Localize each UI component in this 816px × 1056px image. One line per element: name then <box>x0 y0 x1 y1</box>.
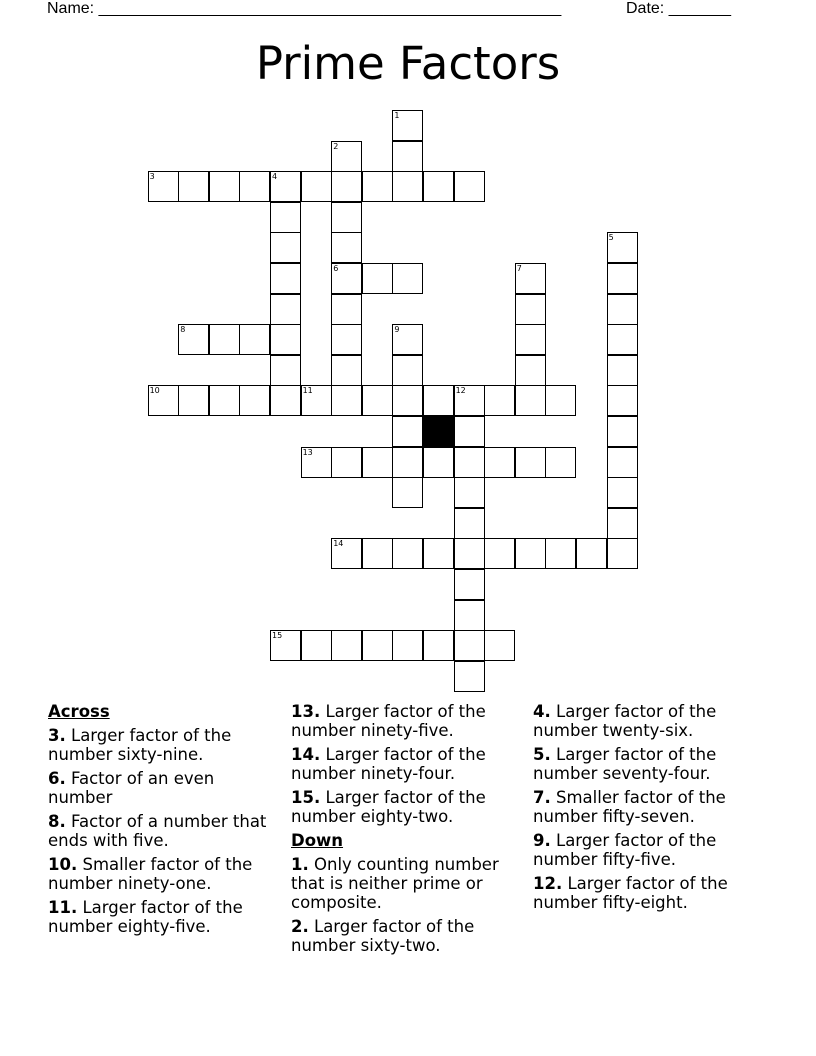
blocked-cell <box>423 416 454 447</box>
crossword-cell[interactable] <box>454 416 485 447</box>
clues-column-3 <box>533 702 768 917</box>
clue-number-label: 4 <box>272 172 278 182</box>
crossword-cell[interactable] <box>392 477 423 508</box>
clue-text: Smaller factor of the number fifty-seven. <box>533 788 726 826</box>
crossword-cell[interactable] <box>607 416 638 447</box>
crossword-cell[interactable] <box>209 385 240 416</box>
crossword-cell[interactable] <box>331 538 362 569</box>
crossword-cell[interactable] <box>331 630 362 661</box>
crossword-cell[interactable] <box>392 324 423 355</box>
crossword-cell[interactable] <box>454 171 485 202</box>
crossword-cell[interactable] <box>454 385 485 416</box>
crossword-cell[interactable] <box>209 324 240 355</box>
name-field-label: Name: ____________________________________________________ <box>47 0 562 17</box>
crossword-cell[interactable] <box>607 294 638 325</box>
clue-text: Larger factor of the number twenty-six. <box>533 702 717 740</box>
crossword-cell[interactable] <box>301 630 332 661</box>
crossword-cell[interactable] <box>515 447 546 478</box>
clue-item <box>48 855 283 893</box>
clues-column-2 <box>291 702 526 960</box>
clue-number-label: 5 <box>608 233 614 243</box>
crossword-cell[interactable] <box>270 294 301 325</box>
crossword-cell[interactable] <box>423 171 454 202</box>
clue-item <box>48 769 283 807</box>
crossword-cell[interactable] <box>392 141 423 172</box>
clue-number-label: 15 <box>272 631 283 641</box>
crossword-cell[interactable] <box>515 294 546 325</box>
down-clue-list <box>291 855 526 955</box>
clue-number: 10. <box>48 855 78 874</box>
clue-item <box>533 788 768 826</box>
clue-number: 9. <box>533 831 551 850</box>
crossword-cell[interactable] <box>331 202 362 233</box>
clue-text: Larger factor of the number fifty-eight. <box>533 874 728 912</box>
clue-item <box>291 855 526 912</box>
clue-item <box>48 812 283 850</box>
crossword-cell[interactable] <box>454 600 485 631</box>
crossword-cell[interactable] <box>392 355 423 386</box>
clue-text: Only counting number that is neither prime or composite. <box>291 855 499 912</box>
crossword-cell[interactable] <box>454 538 485 569</box>
clue-number: 3. <box>48 726 66 745</box>
crossword-cell[interactable] <box>362 171 393 202</box>
crossword-cell[interactable] <box>576 538 607 569</box>
crossword-cell[interactable] <box>545 447 576 478</box>
clue-item <box>291 702 526 740</box>
crossword-cell[interactable] <box>607 477 638 508</box>
clue-text: Larger factor of the number sixty-nine. <box>48 726 232 764</box>
clue-text: Larger factor of the number seventy-four. <box>533 745 717 783</box>
crossword-cell[interactable] <box>270 202 301 233</box>
crossword-cell[interactable] <box>607 385 638 416</box>
clue-text: Larger factor of the number fifty-five. <box>533 831 717 869</box>
crossword-cell[interactable] <box>392 630 423 661</box>
clue-number: 12. <box>533 874 563 893</box>
crossword-cell[interactable] <box>515 355 546 386</box>
clue-number: 4. <box>533 702 551 721</box>
across-heading: Across <box>48 702 110 721</box>
crossword-cell[interactable] <box>331 232 362 263</box>
crossword-cell[interactable] <box>331 355 362 386</box>
clue-item <box>291 788 526 826</box>
clue-number: 2. <box>291 917 309 936</box>
crossword-cell[interactable] <box>270 630 301 661</box>
clue-number-label: 1 <box>394 111 400 120</box>
clue-text: Factor of an even number <box>48 769 215 807</box>
crossword-cell[interactable] <box>301 385 332 416</box>
crossword-cell[interactable] <box>545 385 576 416</box>
crossword-cell[interactable] <box>239 324 270 355</box>
crossword-cell[interactable] <box>515 324 546 355</box>
clue-number: 11. <box>48 898 78 917</box>
crossword-cell[interactable] <box>270 263 301 294</box>
clue-number-label: 12 <box>455 386 466 396</box>
clue-item <box>533 831 768 869</box>
clue-item <box>533 745 768 783</box>
crossword-cell[interactable] <box>454 508 485 539</box>
clue-text: Larger factor of the number ninety-five. <box>291 702 486 740</box>
clue-item <box>291 917 526 955</box>
clue-text: Larger factor of the number eighty-five. <box>48 898 243 936</box>
crossword-cell[interactable] <box>362 630 393 661</box>
clue-number: 15. <box>291 788 321 807</box>
clue-number-label: 6 <box>333 264 339 273</box>
clue-number: 1. <box>291 855 309 874</box>
crossword-cell[interactable] <box>484 630 515 661</box>
crossword-cell[interactable] <box>362 538 393 569</box>
crossword-cell[interactable] <box>607 263 638 294</box>
clue-number: 7. <box>533 788 551 807</box>
clue-number: 5. <box>533 745 551 764</box>
crossword-cell[interactable] <box>607 538 638 569</box>
crossword-cell[interactable] <box>362 385 393 416</box>
crossword-cell[interactable] <box>484 447 515 478</box>
clue-number-label: 10 <box>149 386 160 396</box>
crossword-cell[interactable] <box>392 416 423 447</box>
crossword-cell[interactable] <box>331 447 362 478</box>
crossword-cell[interactable] <box>423 447 454 478</box>
crossword-cell[interactable] <box>607 508 638 539</box>
crossword-cell[interactable] <box>331 141 362 172</box>
clue-number-label: 3 <box>149 172 155 182</box>
clue-number-label: 9 <box>394 325 400 335</box>
clue-text: Larger factor of the number eighty-two. <box>291 788 486 826</box>
crossword-cell[interactable] <box>423 385 454 416</box>
crossword-cell[interactable] <box>392 447 423 478</box>
crossword-cell[interactable] <box>515 538 546 569</box>
down-clue-list-continued <box>533 702 768 912</box>
crossword-cell[interactable] <box>392 538 423 569</box>
clue-item <box>48 726 283 764</box>
crossword-cell[interactable] <box>362 447 393 478</box>
crossword-cell[interactable] <box>545 538 576 569</box>
crossword-cell[interactable] <box>239 385 270 416</box>
clue-number: 8. <box>48 812 66 831</box>
crossword-cell[interactable] <box>454 447 485 478</box>
crossword-cell[interactable] <box>270 324 301 355</box>
clue-text: Larger factor of the number ninety-four. <box>291 745 486 783</box>
across-clue-list <box>48 726 283 936</box>
crossword-cell[interactable] <box>392 385 423 416</box>
clue-number-label: 2 <box>333 141 339 151</box>
crossword-cell[interactable] <box>331 294 362 325</box>
crossword-cell[interactable] <box>484 385 515 416</box>
crossword-cell[interactable] <box>301 447 332 478</box>
clue-text: Factor of a number that ends with five. <box>48 812 267 850</box>
clue-number-label: 13 <box>302 447 313 457</box>
clue-number-label: 14 <box>333 539 344 549</box>
crossword-cell[interactable] <box>454 569 485 600</box>
across-clue-list-continued <box>291 702 526 826</box>
crossword-cell[interactable] <box>270 232 301 263</box>
crossword-cell[interactable] <box>178 385 209 416</box>
crossword-cell[interactable] <box>178 171 209 202</box>
crossword-cell[interactable] <box>148 171 179 202</box>
crossword-cell[interactable] <box>331 171 362 202</box>
crossword-cell[interactable] <box>607 355 638 386</box>
crossword-cell[interactable] <box>484 538 515 569</box>
crossword-cell[interactable] <box>423 630 454 661</box>
crossword-cell[interactable] <box>331 385 362 416</box>
crossword-cell[interactable] <box>392 263 423 294</box>
crossword-cell[interactable] <box>148 385 179 416</box>
crossword-cell[interactable] <box>607 447 638 478</box>
clue-text: Larger factor of the number sixty-two. <box>291 917 475 955</box>
clue-item <box>291 745 526 783</box>
clues-column-1 <box>48 702 283 941</box>
clue-number-label: 8 <box>180 325 186 335</box>
crossword-cell[interactable] <box>362 263 393 294</box>
crossword-cell[interactable] <box>454 661 485 692</box>
crossword-cell[interactable] <box>423 538 454 569</box>
clue-item <box>533 702 768 740</box>
clue-text: Smaller factor of the number ninety-one. <box>48 855 253 893</box>
clue-number-label: 7 <box>516 264 522 273</box>
crossword-cell[interactable] <box>515 263 546 294</box>
clue-item <box>533 874 768 912</box>
crossword-cell[interactable] <box>454 477 485 508</box>
crossword-cell[interactable] <box>331 324 362 355</box>
clue-item <box>48 898 283 936</box>
crossword-cell[interactable] <box>270 385 301 416</box>
clue-number: 13. <box>291 702 321 721</box>
crossword-cell[interactable] <box>392 171 423 202</box>
crossword-cell[interactable] <box>301 171 332 202</box>
crossword-cell[interactable] <box>607 232 638 263</box>
clue-number: 14. <box>291 745 321 764</box>
down-heading: Down <box>291 831 344 850</box>
crossword-cell[interactable] <box>239 171 270 202</box>
crossword-cell[interactable] <box>209 171 240 202</box>
crossword-cell[interactable] <box>270 171 301 202</box>
crossword-cell[interactable] <box>392 110 423 141</box>
crossword-cell[interactable] <box>270 355 301 386</box>
crossword-cell[interactable] <box>178 324 209 355</box>
crossword-cell[interactable] <box>331 263 362 294</box>
date-field-label: Date: _______ <box>626 0 731 17</box>
crossword-cell[interactable] <box>607 324 638 355</box>
crossword-cell[interactable] <box>515 385 546 416</box>
clue-number: 6. <box>48 769 66 788</box>
crossword-cell[interactable] <box>454 630 485 661</box>
page-title: Prime Factors <box>255 37 561 90</box>
clue-number-label: 11 <box>302 386 313 396</box>
